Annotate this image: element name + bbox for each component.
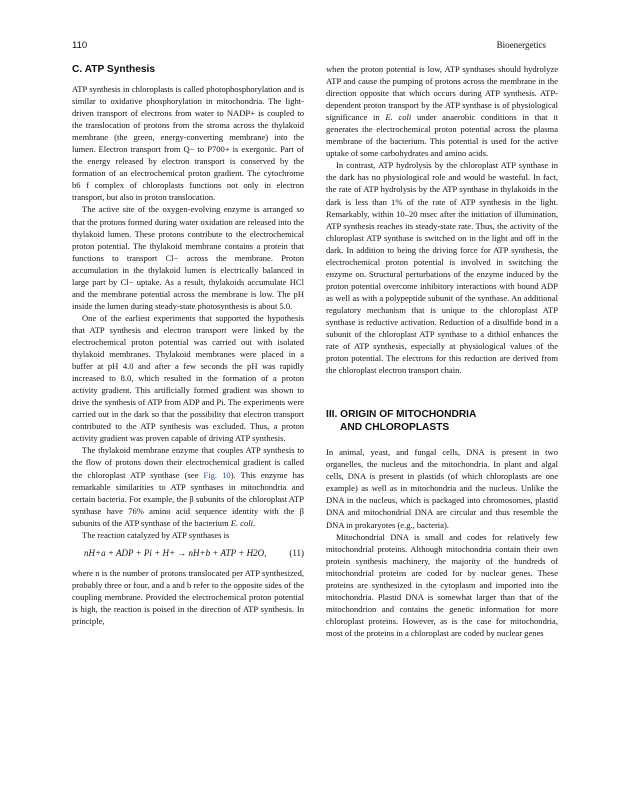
- running-head: Bioenergetics: [496, 40, 546, 50]
- species-name: E. coli: [385, 112, 412, 123]
- paragraph: In contrast, ATP hydrolysis by the chloroplast ATP synthase in the dark has no physiological role and would be wasteful. In fact, the rate of ATP hydrolysis by the ATP synthase in thylakoids in the dark is less than 1% of the rate of ATP synthesis in the light. Remarkably, within 10–20 msec after the initiation of illumination, ATP synthesis reaches its steady-state rate. Thus, the activity of the chloroplast ATP synthase is switched on in the light and off in the dark. In addition to being the driving force for ATP synthesis, the electrochemical proton potential is involved in switching the enzyme on. Structural perturbations of the enzyme induced by the proton potential overcome inhibitory interactions with bound ADP as well as with a polypeptide subunit of the synthase. An additional regulatory mechanism that is unique to the chloroplast ATP synthase is reductive activation. Reduction of a disulfide bond in a subunit of the chloroplast ATP synthase to a dithiol enhances the rate of ATP synthesis, especially at physiological values of the proton potential. The electrons for this reduction are derived from the chloroplast electron transport chain.: [326, 160, 558, 376]
- text-run: when the proton potential is low, ATP synthases should hydrolyze ATP and cause the pumping of protons across the membrane in the direction opposite that which occurs during ATP synthesis. ATP-dependent proton transport by the ATP synthase is of physiological significance in: [326, 64, 558, 123]
- figure-link[interactable]: Fig. 10: [203, 469, 231, 480]
- page-header: [72, 40, 546, 54]
- left-column: [72, 63, 304, 627]
- equation-number: (11): [289, 547, 304, 558]
- paragraph: The active site of the oxygen-evolving enzyme is arranged so that the protons formed during water oxidation are released into the thylakoid lumen. These protons contribute to the electrochemical proton potential. The thylakoid membrane contains a protein that functions to transport Cl− across the membrane. Proton accumulation in the thylakoid lumen is electrically balanced in large part by Cl− uptake. As a result, thylakoids accumulate HCl and the membrane potential across the membrane is low. The pH inside the lumen during steady-state photosynthesis is about 5.0.: [72, 204, 304, 311]
- paragraph: Mitochondrial DNA is small and codes for relatively few mitochondrial proteins. Although mitochondria contain their own protein synthesis machinery, the majority of the hundreds of mitochondrial proteins are coded for by nuclear genes. These proteins are synthesized in the cytoplasm and imported into the mitochondria. Plastid DNA is somewhat larger than that of the mitochondrion and contains the genetic information for more chloroplast proteins. However, as is the case for mitochondria, most of the proteins in a chloroplast are coded by nuclear genes: [326, 531, 558, 638]
- paragraph: In animal, yeast, and fungal cells, DNA is present in two organelles, the nucleus and the mitochondria. In plant and algal cells, DNA is present in plastids (of which chloroplasts are one example) as well as in mitochondria and the nucleus. Unlike the DNA in the nucleus, which is packaged into chromosomes, plastid DNA and mitochondrial DNA are circular and thus resemble the DNA in prokaryotes (e.g., bacteria).: [326, 447, 558, 530]
- paragraph: where n is the number of protons translocated per ATP synthesized, probably three or four, and a and b refer to the opposite sides of the coupling membrane. Provided the electrochemical proton potential is high, the reaction is poised in the direction of ATP synthesis. In principle,: [72, 567, 304, 626]
- section-heading-atp-synthesis: C. ATP Synthesis: [72, 64, 156, 75]
- heading-line: AND CHLOROPLASTS: [340, 422, 450, 434]
- paragraph: One of the earliest experiments that supported the hypothesis that ATP synthesis and electron transport were linked by the electrochemical proton potential was carried out with isolated thylakoid membranes. Thylakoid membranes were placed in a buffer at pH 4.0 and after a few seconds the pH was rapidly increased to 8.0, which resulted in the formation of a proton activity gradient. This artificially formed gradient was shown to drive the synthesis of ATP from ADP and Pi. The experiments were carried out in the dark so that the possibility that electron transport contributed to the ATP synthesis was excluded. Thus, a proton activity gradient was proven capable of driving ATP synthesis.: [72, 312, 304, 444]
- text-run: The thylakoid membrane enzyme that couples ATP synthesis to the flow of protons down their electrochemical gradient is called the chloroplast ATP synthase (see: [72, 445, 304, 480]
- paragraph: ATP synthesis in chloroplasts is called photophosphorylation and is similar to oxidative phosphorylation in mitochondria. The light-driven transport of electrons from water to NADP+ is coupled to the translocation of protons from the stroma across the thylakoid membrane (the green, energy-converting membrane) into the lumen. Electron transport from Q− to P700+ is exergonic. Part of the energy released by electron transport is conserved by the formation of an electrochemical proton gradient. The cytochrome b6 f complex of chloroplasts functions not only in electron transport, but also in proton translocation.: [72, 84, 304, 203]
- text-run: ). This enzyme has remarkable similarities to ATP synthases in mitochondria and certain bacteria. For example, the β subunits of the chloroplast ATP synthase have 76% amino acid sequence identity with the β subunits of the ATP synthase of the bacterium: [72, 469, 304, 528]
- text-run: .: [253, 517, 256, 528]
- section-heading-origin: [326, 408, 558, 434]
- page-number: 110: [72, 40, 88, 51]
- paragraph: [72, 444, 304, 528]
- equation: [72, 547, 304, 561]
- text-run: under anaerobic conditions in that it generates the electrochemical proton potential across the plasma membrane of the bacterium. This potential is used for the active uptake of some carbohydrates and amino acids.: [326, 112, 558, 159]
- equation-expression: nH+a + ADP + Pi + H+ → nH+b + ATP + H2O,: [84, 547, 267, 558]
- right-column: [326, 63, 558, 639]
- species-name: E. coli: [230, 517, 254, 528]
- paragraph: [326, 63, 558, 159]
- heading-line: III. ORIGIN OF MITOCHONDRIA: [326, 409, 477, 421]
- paragraph: The reaction catalyzed by ATP synthases is: [82, 529, 230, 540]
